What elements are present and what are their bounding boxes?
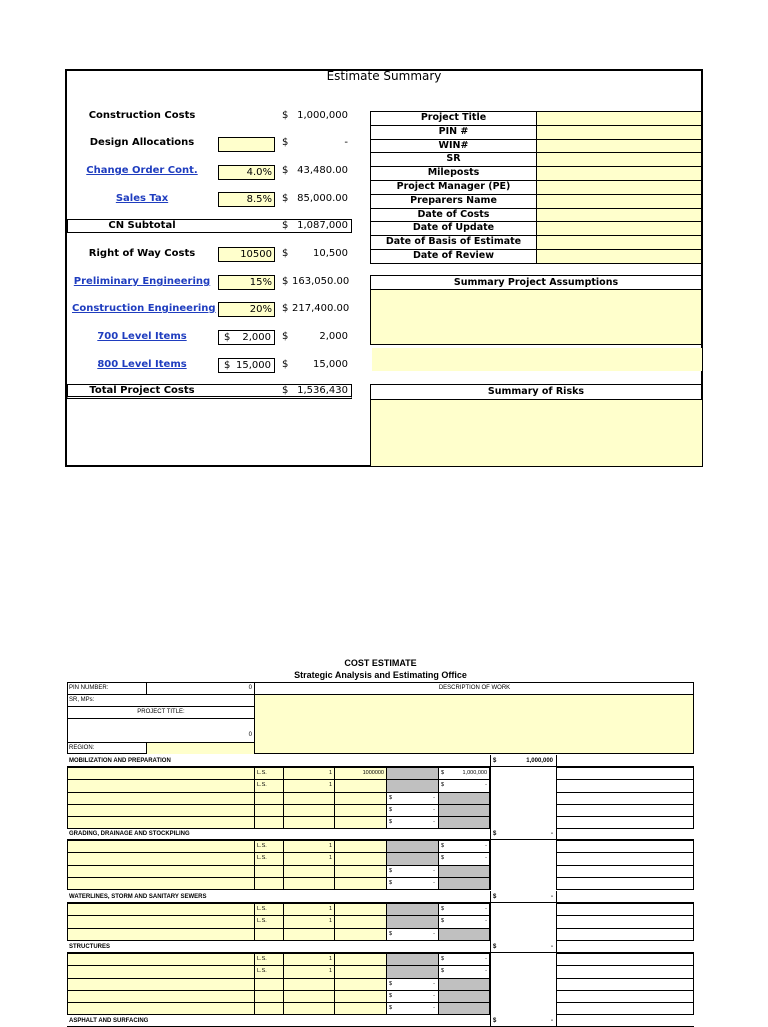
item-notes[interactable] (556, 965, 694, 978)
section-total-divider (490, 891, 491, 903)
item-qty[interactable] (283, 792, 335, 805)
item-qty[interactable] (283, 804, 335, 817)
section-title: ASPHALT AND SURFACING (69, 1018, 149, 1024)
construction-engineering-dollar: $ (282, 303, 289, 314)
item-unit[interactable]: L.S. (254, 903, 284, 916)
item-description[interactable] (67, 792, 255, 805)
item-description[interactable] (67, 965, 255, 978)
section-subtotal-area (490, 903, 557, 941)
item-unit[interactable]: L.S. (254, 852, 284, 865)
preliminary-engineering-link[interactable]: Preliminary Engineering (73, 276, 211, 287)
item-amount-value: - (485, 968, 487, 975)
level-700-dollar: $ (282, 331, 289, 342)
description-of-work-label: DESCRIPTION OF WORK (438, 685, 511, 691)
item-qty[interactable]: 1 (283, 965, 335, 978)
item-gray (386, 915, 439, 928)
item-unit[interactable] (254, 865, 284, 878)
item-description[interactable] (67, 877, 255, 890)
item-unit[interactable]: L.S. (254, 965, 284, 978)
project-field-input[interactable] (536, 125, 702, 140)
design-allocations-dollar: $ (282, 137, 289, 148)
item-unit-price[interactable] (334, 865, 387, 878)
item-amount-value: - (433, 992, 435, 999)
item-unit-price[interactable]: 1000000 (334, 767, 387, 780)
item-unit-price[interactable] (334, 928, 387, 941)
risks-area[interactable] (370, 400, 702, 466)
item-unit[interactable] (254, 804, 284, 817)
item-qty[interactable] (283, 1002, 335, 1015)
level-800-input-dollar: $ (224, 360, 231, 371)
project-title-label: PROJECT TITLE: (137, 709, 185, 715)
section-total-dollar: $ (493, 831, 497, 837)
item-gray (438, 877, 490, 890)
item-unit[interactable] (254, 792, 284, 805)
sr-mps-label: SR, MPs: (69, 697, 95, 703)
preliminary-engineering-dollar: $ (282, 276, 289, 287)
item-amount-dollar: $ (389, 980, 393, 987)
item-amount-value: - (485, 843, 487, 849)
section-total-amount: 1,000,000 (526, 758, 553, 764)
project-field-input[interactable] (536, 249, 702, 264)
item-gray (438, 978, 490, 991)
item-gray (386, 903, 439, 916)
item-qty[interactable] (283, 865, 335, 878)
item-amount-dollar: $ (441, 843, 445, 849)
item-gray (386, 840, 439, 853)
item-description[interactable] (67, 928, 255, 941)
item-unit-price[interactable] (334, 779, 387, 792)
section-total-amount: - (551, 944, 553, 950)
item-amount-value: - (485, 855, 487, 862)
item-gray (438, 792, 490, 805)
item-unit[interactable] (254, 978, 284, 991)
item-qty[interactable]: 1 (283, 915, 335, 928)
item-gray (386, 852, 439, 865)
right-of-way-dollar: $ (282, 248, 289, 259)
section-subtotal-area (490, 767, 557, 830)
item-description[interactable] (67, 840, 255, 853)
project-field-label: Preparers Name (370, 194, 537, 209)
item-amount-dollar: $ (389, 879, 393, 886)
section-total-divider (556, 891, 557, 903)
item-qty[interactable]: 1 (283, 840, 335, 853)
item-qty[interactable]: 1 (283, 852, 335, 865)
item-unit[interactable]: L.S. (254, 779, 284, 792)
item-amount-value: - (485, 906, 487, 912)
region-input[interactable] (147, 743, 254, 754)
sales-tax-amount: 85,000.00 (297, 193, 348, 204)
item-notes[interactable] (556, 767, 694, 780)
item-amount-value: - (433, 1005, 435, 1012)
section-header (67, 1015, 694, 1027)
item-gray (386, 965, 439, 978)
item-unit[interactable]: L.S. (254, 953, 284, 966)
item-unit-price[interactable] (334, 953, 387, 966)
item-notes[interactable] (556, 779, 694, 792)
project-field-label: SR (370, 152, 537, 167)
item-description[interactable] (67, 804, 255, 817)
project-field-label: Project Title (370, 111, 537, 126)
item-notes[interactable] (556, 792, 694, 805)
item-description[interactable] (67, 852, 255, 865)
project-field-label: Date of Review (370, 249, 537, 264)
level-700-amount: 2,000 (319, 331, 348, 342)
level-700-input-dollar: $ (224, 332, 231, 343)
item-unit[interactable]: L.S. (254, 840, 284, 853)
item-amount-value: - (433, 867, 435, 874)
item-description[interactable] (67, 865, 255, 878)
project-field-input[interactable] (536, 194, 702, 209)
section-total-divider (556, 1015, 557, 1027)
project-field-label: Date of Basis of Estimate (370, 235, 537, 250)
section-header (67, 941, 694, 953)
item-qty[interactable]: 1 (283, 779, 335, 792)
item-amount-value: - (433, 930, 435, 937)
item-description[interactable] (67, 915, 255, 928)
cost-estimate-subtitle: Strategic Analysis and Estimating Office (294, 670, 467, 680)
item-amount-dollar: $ (389, 930, 393, 937)
section-total-divider (490, 755, 491, 767)
construction-costs-amount: 1,000,000 (297, 110, 348, 121)
item-unit-price[interactable] (334, 877, 387, 890)
item-notes[interactable] (556, 915, 694, 928)
item-notes[interactable] (556, 903, 694, 916)
level-700-input-value: 2,000 (242, 332, 271, 343)
item-amount-value: - (485, 956, 487, 962)
item-amount-value: - (433, 806, 435, 813)
construction-engineering-link[interactable]: Construction Engineering (72, 303, 216, 314)
item-description[interactable] (67, 978, 255, 991)
design-allocations-label: Design Allocations (89, 137, 195, 148)
section-total-divider (490, 828, 491, 840)
section-title: MOBILIZATION AND PREPARATION (69, 758, 171, 764)
level-800-dollar: $ (282, 359, 289, 370)
level-800-input[interactable] (218, 358, 275, 373)
project-field-input[interactable] (536, 111, 702, 126)
item-unit-price[interactable] (334, 915, 387, 928)
item-unit-price[interactable] (334, 792, 387, 805)
item-notes[interactable] (556, 953, 694, 966)
item-gray (438, 865, 490, 878)
total-costs-dollar: $ (282, 385, 289, 396)
item-amount-dollar: $ (389, 806, 393, 813)
item-gray (438, 990, 490, 1003)
section-total-divider (556, 941, 557, 953)
pin-number-value: 0 (248, 685, 252, 691)
project-field-input[interactable] (536, 152, 702, 167)
item-gray (438, 1002, 490, 1015)
item-amount-dollar: $ (389, 1005, 393, 1012)
project-info-table (370, 111, 702, 263)
section-subtotal-area (490, 840, 557, 890)
project-field-label: Project Manager (PE) (370, 180, 537, 195)
construction-costs-dollar: $ (282, 110, 289, 121)
level-700-link[interactable]: 700 Level Items (97, 331, 187, 342)
section-title: WATERLINES, STORM AND SANITARY SEWERS (69, 894, 207, 900)
item-description[interactable] (67, 953, 255, 966)
item-qty[interactable] (283, 928, 335, 941)
section-total-dollar: $ (493, 1018, 497, 1024)
project-field-input[interactable] (536, 166, 702, 181)
item-amount-dollar: $ (441, 906, 445, 912)
item-amount-dollar: $ (389, 819, 393, 826)
item-qty[interactable] (283, 978, 335, 991)
section-total-amount: - (551, 894, 553, 900)
description-of-work-input[interactable] (255, 695, 693, 753)
change-order-dollar: $ (282, 165, 289, 176)
item-amount-dollar: $ (441, 782, 445, 789)
cn-subtotal-amount: 1,087,000 (297, 220, 348, 231)
pin-number-label: PIN NUMBER: (69, 685, 109, 691)
item-notes[interactable] (556, 877, 694, 890)
item-gray (386, 779, 439, 792)
project-field-input[interactable] (536, 221, 702, 236)
project-field-input[interactable] (536, 139, 702, 154)
project-field-label: PIN # (370, 125, 537, 140)
item-qty[interactable] (283, 877, 335, 890)
design-allocations-input[interactable] (218, 137, 275, 152)
item-description[interactable] (67, 1002, 255, 1015)
item-amount-dollar: $ (441, 770, 445, 776)
item-gray (438, 804, 490, 817)
section-total-dollar: $ (493, 944, 497, 950)
item-amount-dollar: $ (441, 956, 445, 962)
region-label: REGION: (69, 745, 95, 751)
change-order-pct-input[interactable]: 4.0% (218, 165, 275, 180)
item-unit-price[interactable] (334, 978, 387, 991)
project-field-input[interactable] (536, 208, 702, 223)
design-allocations-amount: - (344, 137, 348, 148)
section-total-divider (556, 755, 557, 767)
item-amount-value: 1,000,000 (462, 770, 487, 776)
item-notes[interactable] (556, 804, 694, 817)
project-field-label: Date of Update (370, 221, 537, 236)
item-notes[interactable] (556, 990, 694, 1003)
total-costs-label: Total Project Costs (89, 385, 195, 396)
item-amount-dollar: $ (389, 992, 393, 999)
estimate-summary-title: Estimate Summary (326, 69, 442, 83)
item-qty[interactable]: 1 (283, 903, 335, 916)
cn-subtotal-dollar: $ (282, 220, 289, 231)
item-unit[interactable] (254, 990, 284, 1003)
assumptions-area[interactable] (370, 290, 702, 345)
change-order-amount: 43,480.00 (297, 165, 348, 176)
construction-costs-label: Construction Costs (88, 110, 196, 121)
total-costs-amount: 1,536,430 (297, 385, 348, 396)
section-title: GRADING, DRAINAGE AND STOCKPILING (69, 831, 190, 837)
item-unit-price[interactable] (334, 852, 387, 865)
item-unit[interactable]: L.S. (254, 915, 284, 928)
item-description[interactable] (67, 990, 255, 1003)
right-of-way-amount: 10,500 (313, 248, 348, 259)
item-notes[interactable] (556, 840, 694, 853)
assumptions-header: Summary Project Assumptions (370, 275, 702, 290)
item-unit[interactable] (254, 1002, 284, 1015)
item-description[interactable] (67, 903, 255, 916)
project-field-label: WIN# (370, 139, 537, 154)
item-amount-value: - (433, 879, 435, 886)
item-amount-dollar: $ (441, 855, 445, 862)
item-unit-price[interactable] (334, 903, 387, 916)
item-unit-price[interactable] (334, 990, 387, 1003)
level-700-input[interactable] (218, 330, 275, 345)
section-total-divider (556, 828, 557, 840)
right-of-way-input[interactable]: 10500 (218, 247, 275, 262)
assumptions-area-2[interactable] (372, 348, 702, 371)
item-unit-price[interactable] (334, 1002, 387, 1015)
item-amount-value: - (485, 782, 487, 789)
project-field-label: Date of Costs (370, 208, 537, 223)
item-unit[interactable] (254, 928, 284, 941)
item-gray (386, 953, 439, 966)
section-total-dollar: $ (493, 758, 497, 764)
item-unit-price[interactable] (334, 840, 387, 853)
level-800-link[interactable]: 800 Level Items (97, 359, 187, 370)
item-amount-dollar: $ (441, 918, 445, 925)
level-800-input-value: 15,000 (236, 360, 271, 371)
item-gray (438, 928, 490, 941)
project-title-value: 0 (248, 732, 252, 738)
section-title: STRUCTURES (69, 944, 111, 950)
section-total-divider (490, 1015, 491, 1027)
section-total-divider (490, 941, 491, 953)
item-qty[interactable]: 1 (283, 767, 335, 780)
item-notes[interactable] (556, 978, 694, 991)
project-field-label: Mileposts (370, 166, 537, 181)
item-notes[interactable] (556, 928, 694, 941)
section-subtotal-area (490, 953, 557, 1016)
item-gray (386, 767, 439, 780)
item-unit-price[interactable] (334, 804, 387, 817)
cn-subtotal-label: CN Subtotal (108, 220, 176, 231)
item-amount-value: - (433, 794, 435, 801)
section-total-dollar: $ (493, 894, 497, 900)
item-amount-value: - (485, 918, 487, 925)
item-amount-dollar: $ (389, 794, 393, 801)
item-notes[interactable] (556, 1002, 694, 1015)
item-amount-value: - (433, 819, 435, 826)
item-amount-value: - (433, 980, 435, 987)
item-amount-dollar: $ (441, 968, 445, 975)
construction-engineering-pct-input[interactable]: 20% (218, 302, 275, 317)
cost-estimate-title: COST ESTIMATE (344, 658, 417, 668)
item-amount-dollar: $ (389, 867, 393, 874)
sales-tax-dollar: $ (282, 193, 289, 204)
item-notes[interactable] (556, 865, 694, 878)
item-qty[interactable] (283, 990, 335, 1003)
preliminary-engineering-pct-input[interactable]: 15% (218, 275, 275, 290)
item-notes[interactable] (556, 852, 694, 865)
item-unit[interactable]: L.S. (254, 767, 284, 780)
construction-engineering-amount: 217,400.00 (292, 303, 350, 314)
section-total-amount: - (551, 831, 553, 837)
sales-tax-pct-input[interactable]: 8.5% (218, 192, 275, 207)
item-description[interactable] (67, 779, 255, 792)
preliminary-engineering-amount: 163,050.00 (292, 276, 350, 287)
item-description[interactable] (67, 767, 255, 780)
project-field-input[interactable] (536, 235, 702, 250)
change-order-link[interactable]: Change Order Cont. (86, 165, 198, 176)
right-of-way-label: Right of Way Costs (88, 248, 196, 259)
item-qty[interactable]: 1 (283, 953, 335, 966)
item-unit-price[interactable] (334, 965, 387, 978)
sales-tax-link[interactable]: Sales Tax (115, 193, 169, 204)
level-800-amount: 15,000 (313, 359, 348, 370)
project-field-input[interactable] (536, 180, 702, 195)
risks-header: Summary of Risks (370, 384, 702, 400)
section-total-amount: - (551, 1018, 553, 1024)
item-unit[interactable] (254, 877, 284, 890)
